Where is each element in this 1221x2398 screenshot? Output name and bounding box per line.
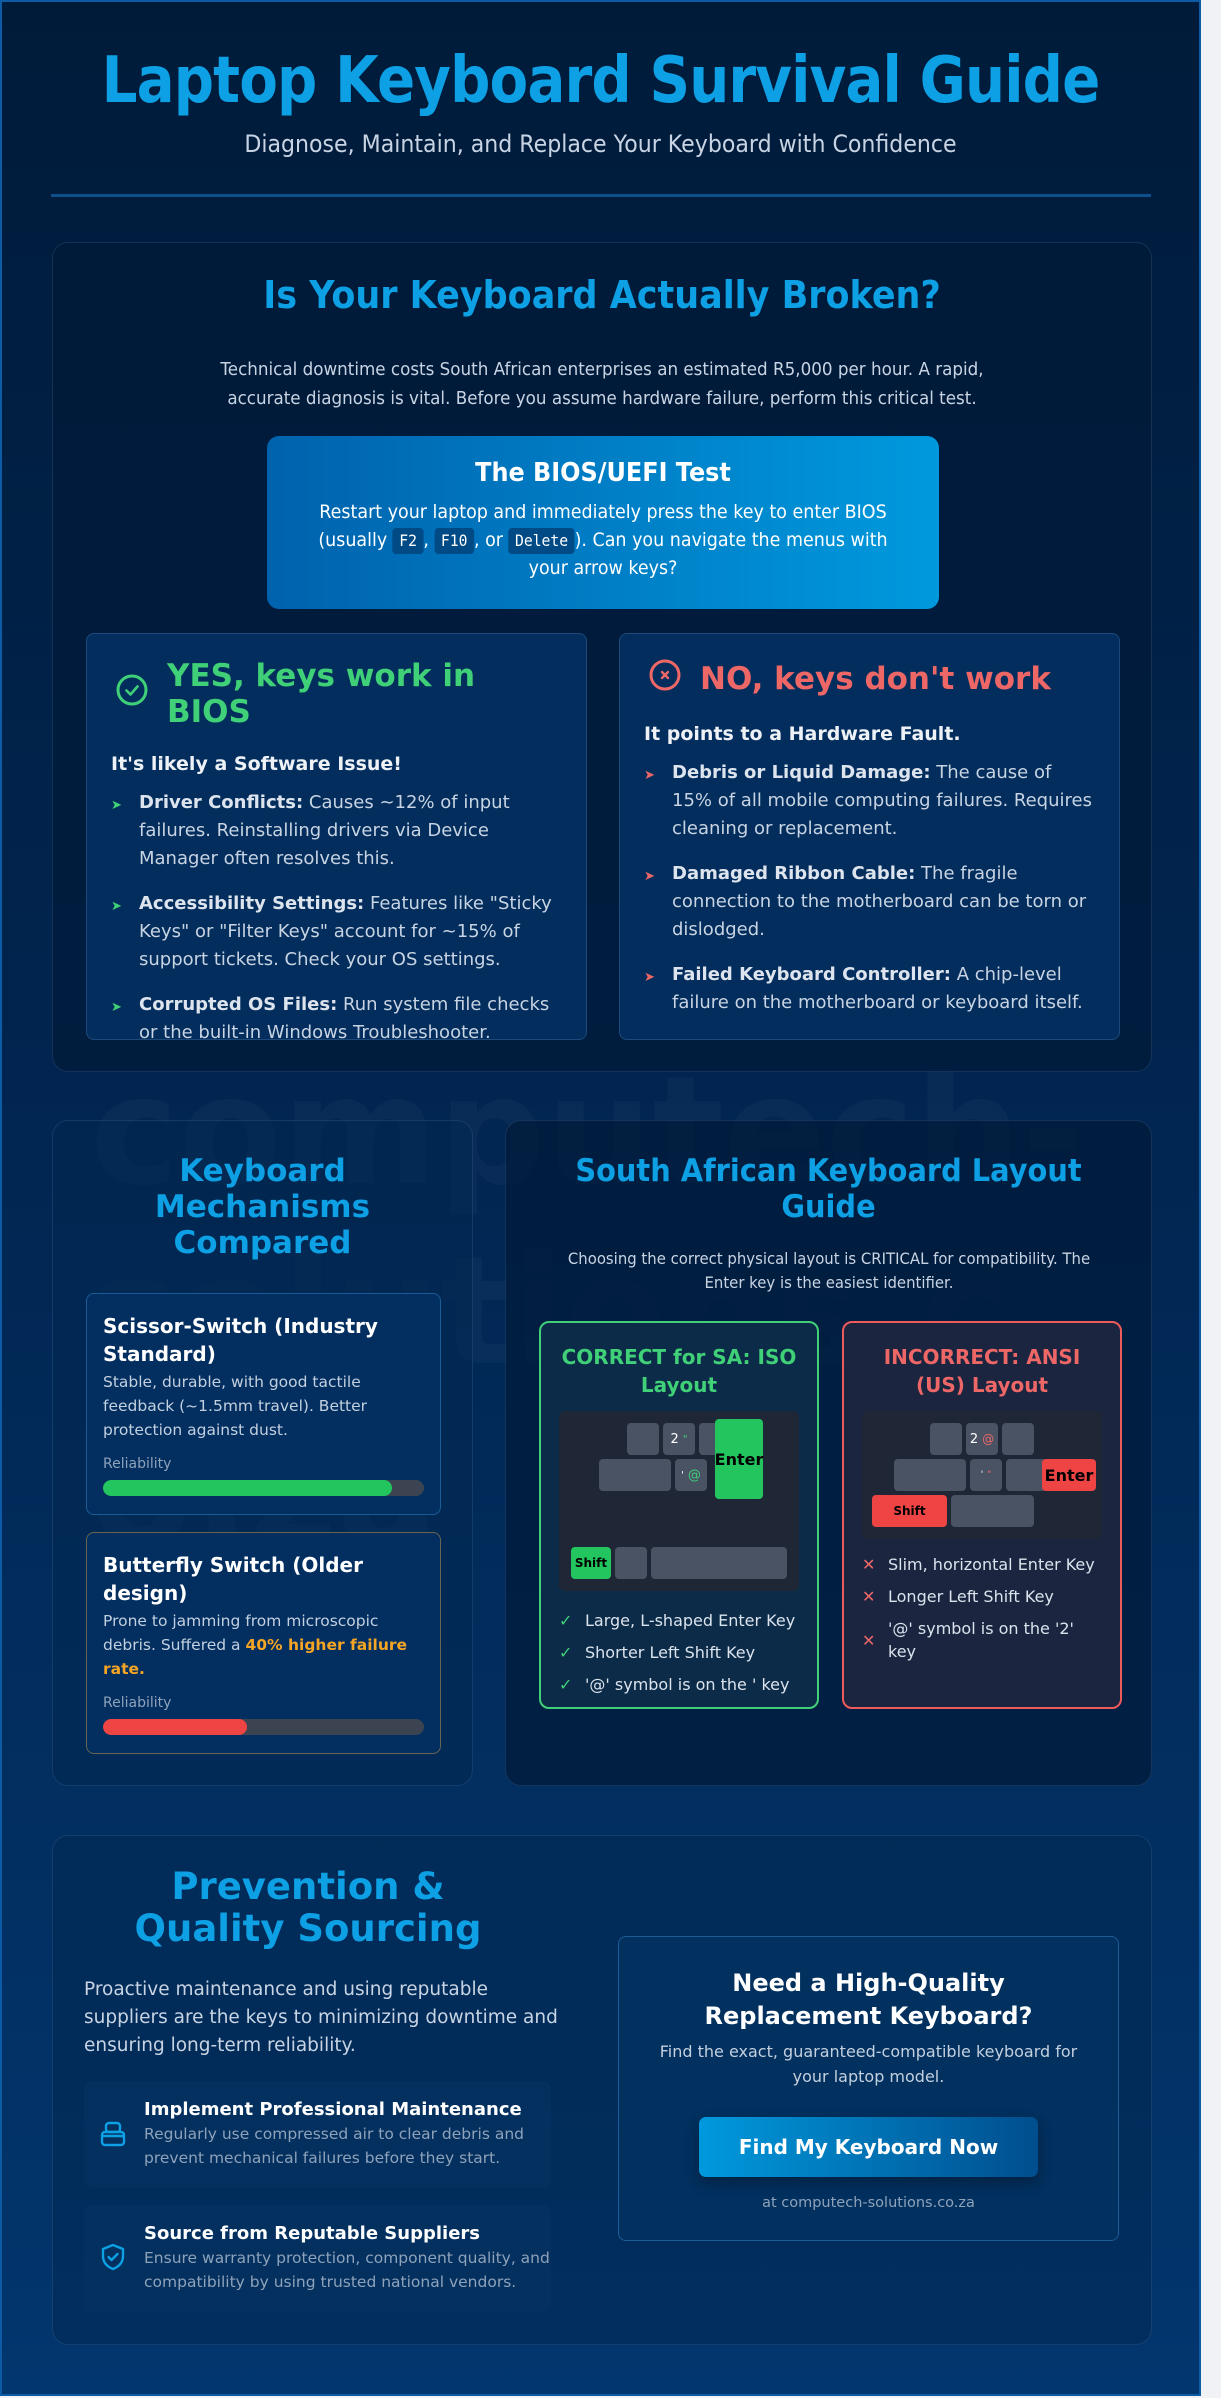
ansi-layout-title: INCORRECT: ANSI (US) Layout bbox=[883, 1345, 1081, 1397]
mechanisms-title: Keyboard Mechanisms Compared bbox=[154, 1153, 371, 1261]
hardware-faults-list bbox=[644, 759, 1095, 1017]
key-2 bbox=[966, 1423, 998, 1455]
tip-content bbox=[144, 2099, 551, 2170]
item-label: Accessibility Settings: bbox=[139, 893, 365, 914]
yes-heading bbox=[111, 658, 562, 730]
check-icon: ✓ bbox=[559, 1643, 573, 1662]
arrow-icon: ➤ bbox=[644, 970, 655, 985]
separator: , or bbox=[473, 529, 503, 551]
key-primary: ' bbox=[980, 1470, 984, 1480]
butterfly-switch-card bbox=[86, 1532, 441, 1754]
layout-guide-desc: Choosing the correct physical layout is CRITICAL for compatibility. The Enter key is the easiest identifier. bbox=[567, 1249, 1090, 1292]
key-secondary: @ bbox=[687, 1467, 701, 1483]
iso-enter-key: Enter bbox=[715, 1419, 763, 1499]
key-blank bbox=[1006, 1459, 1046, 1491]
maintenance-tip bbox=[84, 2081, 551, 2188]
scissor-switch-card bbox=[86, 1293, 441, 1515]
reliability-bar-fill bbox=[103, 1480, 392, 1496]
yes-result-card bbox=[86, 633, 587, 1043]
key-blank bbox=[615, 1547, 647, 1579]
arrow-icon: ➤ bbox=[111, 798, 122, 813]
ansi-features-list bbox=[862, 1553, 1102, 1663]
bios-test-box bbox=[267, 436, 939, 609]
key-blank-wide bbox=[894, 1459, 966, 1491]
no-heading-text: NO, keys don't work bbox=[700, 661, 1051, 697]
page-header bbox=[2, 2, 1199, 197]
list-item bbox=[644, 759, 1095, 843]
item-text: Run system file checks or the built-in Windows Troubleshooter. bbox=[139, 994, 550, 1043]
item-text: A chip-level failure on the motherboard or keyboard itself. bbox=[672, 964, 1083, 1013]
bios-text-after: ). Can you navigate the menus with your arrow keys? bbox=[528, 529, 888, 579]
feature-text: '@' symbol is on the '2' key bbox=[888, 1619, 1074, 1661]
no-heading bbox=[644, 658, 1095, 700]
arrow-icon: ➤ bbox=[111, 1000, 122, 1015]
ansi-keyboard-diagram bbox=[862, 1411, 1102, 1539]
cta-title: Need a High-Quality Replacement Keyboard? bbox=[704, 1969, 1033, 2030]
list-item bbox=[644, 961, 1095, 1017]
x-icon: ✕ bbox=[862, 1587, 876, 1606]
ansi-layout-card bbox=[842, 1321, 1122, 1709]
iso-shift-key: Shift bbox=[571, 1547, 611, 1579]
check-icon: ✓ bbox=[559, 1675, 573, 1694]
key-f2: F2 bbox=[393, 528, 424, 554]
arrow-icon: ➤ bbox=[111, 899, 122, 914]
iso-features-list bbox=[559, 1609, 799, 1696]
reliability-label: Reliability bbox=[103, 1695, 172, 1711]
iso-layout-card bbox=[539, 1321, 819, 1709]
key-blank bbox=[627, 1423, 659, 1455]
item-label: Failed Keyboard Controller: bbox=[672, 964, 951, 985]
find-keyboard-button[interactable]: Find My Keyboard Now bbox=[699, 2117, 1038, 2177]
software-issues-list bbox=[111, 789, 562, 1047]
feature-item bbox=[559, 1673, 799, 1696]
ansi-shift-key: Shift bbox=[872, 1495, 947, 1527]
item-text: The fragile connection to the motherboard can be torn or dislodged. bbox=[672, 863, 1087, 940]
arrow-icon: ➤ bbox=[644, 869, 655, 884]
key-secondary: " bbox=[987, 1470, 992, 1480]
mechanism-name: Scissor-Switch (Industry Standard) bbox=[103, 1314, 378, 1366]
key-blank-wide bbox=[951, 1495, 1034, 1527]
key-primary: ' bbox=[681, 1469, 684, 1481]
suppliers-tip bbox=[84, 2205, 551, 2312]
prevention-desc: Proactive maintenance and using reputable suppliers are the keys to minimizing downtime and ensuring long-term reliability. bbox=[84, 1979, 558, 2056]
page-subtitle: Diagnose, Maintain, and Replace Your Keyboard with Confidence bbox=[244, 130, 957, 158]
key-primary: 2 bbox=[969, 1431, 979, 1447]
diagnosis-title: Is Your Keyboard Actually Broken? bbox=[263, 273, 941, 317]
item-label: Damaged Ribbon Cable: bbox=[672, 863, 916, 884]
cta-text: Find the exact, guaranteed-compatible keyboard for your laptop model. bbox=[659, 2042, 1078, 2086]
feature-text: Large, L-shaped Enter Key bbox=[585, 1611, 796, 1630]
reliability-bar bbox=[103, 1719, 424, 1735]
no-result-card bbox=[619, 633, 1120, 1040]
key-quote bbox=[675, 1459, 707, 1491]
air-canister-icon bbox=[100, 2119, 126, 2151]
reliability-bar-fill bbox=[103, 1719, 247, 1735]
bios-test-title: The BIOS/UEFI Test bbox=[475, 458, 731, 488]
arrow-icon: ➤ bbox=[644, 768, 655, 783]
feature-item bbox=[862, 1617, 1102, 1663]
layout-guide-section bbox=[505, 1120, 1152, 1786]
bios-test-text bbox=[294, 498, 912, 582]
shield-check-icon bbox=[100, 2243, 126, 2275]
iso-keyboard-diagram bbox=[559, 1411, 799, 1591]
separator: , bbox=[423, 529, 429, 551]
diagnosis-intro: Technical downtime costs South African enterprises an estimated R5,000 per hour. A rapid, accurate diagnosis is vital. Before you assume hardware failure, perform this critical test. bbox=[220, 359, 984, 409]
feature-text: Shorter Left Shift Key bbox=[585, 1643, 756, 1662]
item-label: Corrupted OS Files: bbox=[139, 994, 338, 1015]
diagnosis-section bbox=[52, 242, 1152, 1072]
item-text: Causes ~12% of input failures. Reinstalling drivers via Device Manager often resolves this. bbox=[139, 792, 510, 869]
header-divider bbox=[51, 194, 1151, 197]
site-link[interactable]: at computech-solutions.co.za bbox=[762, 2195, 975, 2211]
list-item bbox=[644, 860, 1095, 944]
key-quote bbox=[970, 1459, 1002, 1491]
key-blank bbox=[930, 1423, 962, 1455]
failure-rate-highlight: 40% higher failure rate. bbox=[103, 1636, 408, 1678]
mechanism-desc: Stable, durable, with good tactile feedback (~1.5mm travel). Better protection against dust. bbox=[103, 1373, 368, 1439]
yes-subheading: It's likely a Software Issue! bbox=[111, 753, 402, 775]
iso-layout-title: CORRECT for SA: ISO Layout bbox=[561, 1345, 797, 1397]
item-text: The cause of 15% of all mobile computing failures. Requires cleaning or replacement. bbox=[672, 762, 1092, 839]
feature-item bbox=[862, 1585, 1102, 1608]
key-2 bbox=[663, 1423, 695, 1455]
key-f10: F10 bbox=[434, 528, 473, 554]
key-blank bbox=[1002, 1423, 1034, 1455]
key-primary: 2 bbox=[670, 1431, 679, 1447]
tip-content bbox=[144, 2223, 551, 2294]
check-circle-icon bbox=[115, 673, 149, 715]
tip-title: Source from Reputable Suppliers bbox=[144, 2223, 480, 2244]
list-item bbox=[111, 789, 562, 873]
mechanisms-section bbox=[52, 1120, 473, 1786]
list-item bbox=[111, 991, 562, 1047]
reliability-label: Reliability bbox=[103, 1456, 172, 1472]
feature-text: Slim, horizontal Enter Key bbox=[888, 1555, 1095, 1574]
item-label: Debris or Liquid Damage: bbox=[672, 762, 931, 783]
item-text: Features like "Sticky Keys" or "Filter Keys" account for ~15% of support tickets. Check your OS settings. bbox=[139, 893, 552, 970]
tip-title: Implement Professional Maintenance bbox=[144, 2099, 522, 2120]
ansi-enter-key: Enter bbox=[1042, 1459, 1096, 1491]
feature-item bbox=[559, 1609, 799, 1632]
tip-text: Ensure warranty protection, component quality, and compatibility by using trusted national vendors. bbox=[144, 2249, 550, 2291]
mechanism-desc bbox=[103, 1609, 424, 1681]
feature-text: '@' symbol is on the ' key bbox=[585, 1675, 790, 1694]
item-label: Driver Conflicts: bbox=[139, 792, 304, 813]
page-title: Laptop Keyboard Survival Guide bbox=[101, 44, 1100, 118]
replacement-cta-box bbox=[618, 1936, 1119, 2241]
x-circle-icon bbox=[648, 658, 682, 700]
layout-guide-title: South African Keyboard Layout Guide bbox=[575, 1153, 1082, 1225]
key-blank-wide bbox=[599, 1459, 671, 1491]
feature-item bbox=[862, 1553, 1102, 1576]
reliability-bar bbox=[103, 1480, 424, 1496]
yes-heading-text: YES, keys work in BIOS bbox=[167, 658, 476, 730]
x-icon: ✕ bbox=[862, 1555, 876, 1574]
mechanism-name: Butterfly Switch (Older design) bbox=[103, 1553, 363, 1605]
list-item bbox=[111, 890, 562, 974]
feature-item bbox=[559, 1641, 799, 1664]
tip-text: Regularly use compressed air to clear debris and prevent mechanical failures before they start. bbox=[144, 2125, 524, 2167]
prevention-section bbox=[52, 1835, 1152, 2345]
prevention-title: Prevention & Quality Sourcing bbox=[134, 1865, 482, 1950]
bios-text-before: Restart your laptop and immediately press the key to enter BIOS (usually bbox=[318, 501, 887, 551]
key-delete: Delete bbox=[509, 528, 575, 554]
check-icon: ✓ bbox=[559, 1611, 573, 1630]
no-subheading: It points to a Hardware Fault. bbox=[644, 723, 961, 745]
x-icon: ✕ bbox=[862, 1630, 876, 1650]
key-secondary: @ bbox=[982, 1432, 995, 1446]
key-secondary: " bbox=[682, 1433, 688, 1445]
desc-text: Prone to jamming from microscopic debris. Suffered a bbox=[103, 1612, 379, 1654]
key-blank-wide bbox=[651, 1547, 787, 1579]
feature-text: Longer Left Shift Key bbox=[888, 1587, 1054, 1606]
